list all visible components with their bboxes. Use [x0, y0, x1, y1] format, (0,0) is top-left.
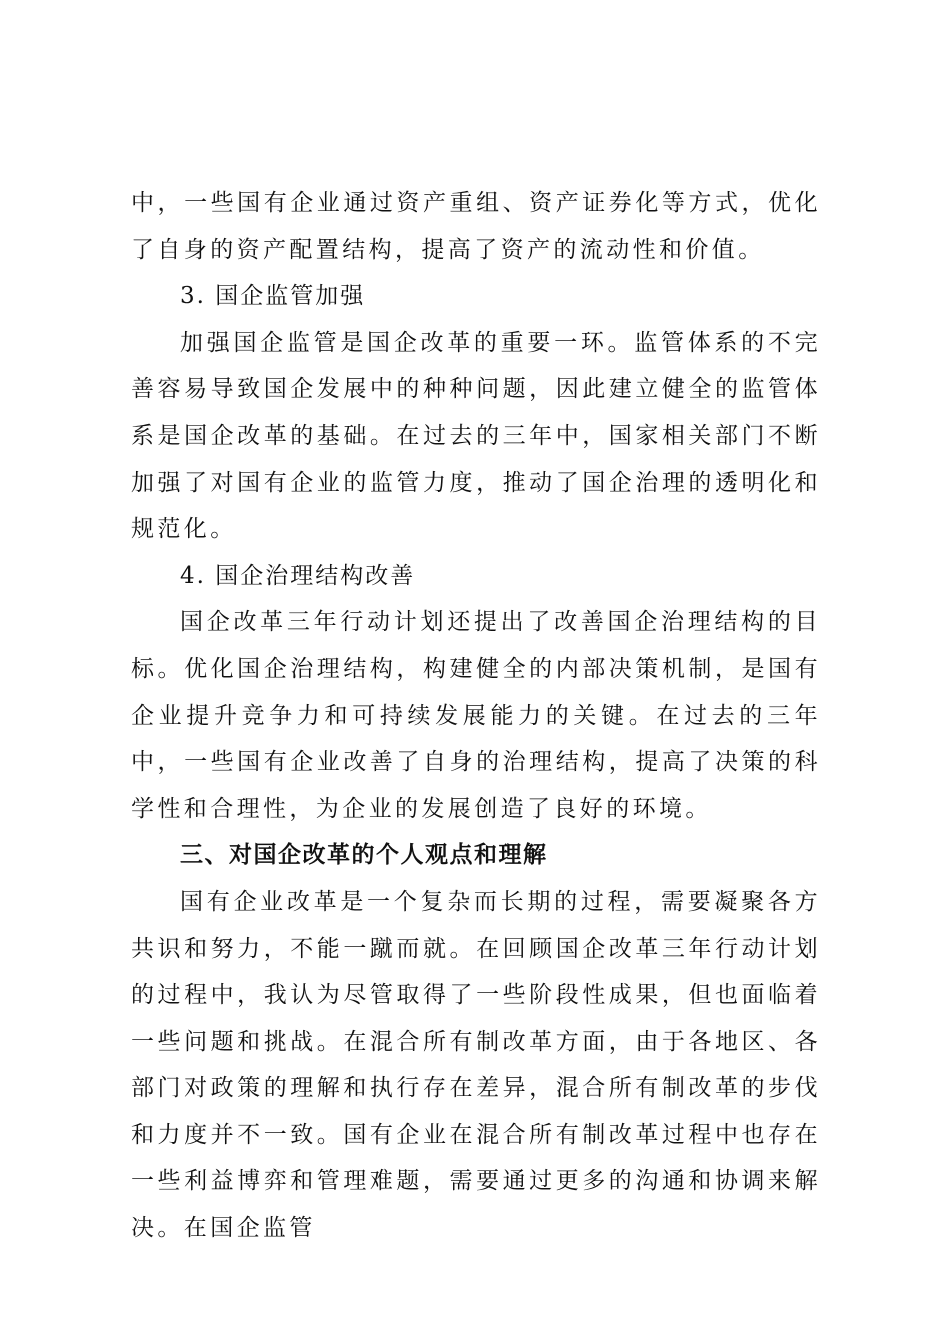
section-heading-personal-view: 三、对国企改革的个人观点和理解	[180, 842, 548, 869]
body-paragraph-supervision: 加强国企监管是国企改革的重要一环。监管体系的不完善容易导致国企发展中的种种问题，因此建立健全的监管体系是国企改革的基础。在过去的三年中，国家相关部门不断加强了对国有企业的监管力度，推动了国企治理的透明化和规范化。	[131, 329, 821, 543]
subheading-supervision: 3. 国企监管加强	[180, 283, 366, 310]
body-paragraph-personal-view: 国有企业改革是一个复杂而长期的过程，需要凝聚各方共识和努力，不能一蹴而就。在回顾国企改革三年行动计划的过程中，我认为尽管取得了一些阶段性成果，但也面临着一些问题和挑战。在混合所有制改革方面，由于各地区、各部门对政策的理解和执行存在差异，混合所有制改革的步伐和力度并不一致。国有企业在混合所有制改革过程中也存在一些利益博弈和管理难题，需要通过更多的沟通和协调来解决。在国企监管	[131, 888, 821, 1242]
document-body	[131, 180, 821, 1252]
body-paragraph-continuation: 中，一些国有企业通过资产重组、资产证券化等方式，优化了自身的资产配置结构，提高了资产的流动性和价值。	[131, 190, 821, 263]
subheading-governance: 4. 国企治理结构改善	[180, 562, 416, 589]
body-paragraph-governance: 国企改革三年行动计划还提出了改善国企治理结构的目标。优化国企治理结构，构建健全的内部决策机制，是国有企业提升竞争力和可持续发展能力的关键。在过去的三年中，一些国有企业改善了自身的治理结构，提高了决策的科学性和合理性，为企业的发展创造了良好的环境。	[131, 609, 821, 822]
